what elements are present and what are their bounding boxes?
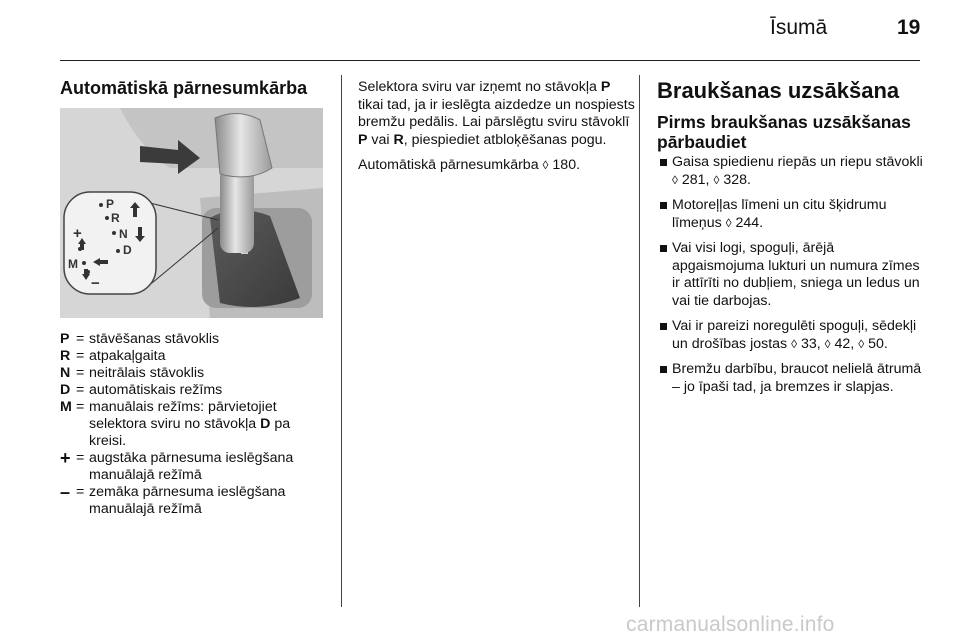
legend-text-bold: D (260, 416, 271, 432)
text-part: vai (367, 131, 394, 148)
inset-label-d: D (123, 243, 132, 257)
checklist-item (657, 240, 929, 310)
watermark: carmanualsonline.info (626, 613, 835, 636)
text-part: , piespiediet atbloķēšanas pogu. (403, 131, 607, 148)
bullet-square-icon (660, 366, 667, 373)
checklist-text: Vai ir pareizi noregulēti spoguļi, sēdekļi un drošības jostas (672, 318, 917, 352)
page-reference-icon: ◊ (858, 336, 865, 351)
legend-eq: = (76, 331, 85, 347)
legend-text: stāvēšanas stāvoklis (89, 331, 220, 347)
bold-p: P (358, 131, 368, 148)
cross-reference-paragraph (358, 157, 638, 175)
checklist-item (657, 197, 929, 232)
bullet-square-icon (660, 202, 667, 209)
text-part: tikai tad, ja ir ieslēgta aizdedze un nospiests bremžu pedālis. Lai pārslēgtu sviru stāvoklī (358, 96, 635, 130)
legend-text: neitrālais stāvoklis (89, 365, 205, 381)
legend-row-minus (60, 484, 330, 518)
page-number: 19 (897, 16, 921, 39)
checklist-text: 328. (719, 171, 751, 188)
inset-label-minus: − (91, 275, 100, 292)
checklist-item (657, 318, 929, 353)
legend-eq: = (76, 348, 85, 364)
checklist-text: 281, (677, 171, 714, 188)
bullet-square-icon (660, 159, 667, 166)
page-reference-icon: ◊ (713, 172, 720, 187)
checklist-text: 244. (731, 214, 764, 231)
checklist-item (657, 361, 929, 396)
legend-row-m (60, 399, 330, 450)
checklist-text: 50. (864, 335, 888, 352)
legend-row-plus (60, 450, 330, 484)
bold-r: R (393, 131, 404, 148)
section-heading: Braukšanas uzsākšana (657, 78, 900, 103)
subheading: Pirms braukšanas uzsākšanas pārbaudiet (657, 112, 911, 152)
legend-symbol: P (60, 331, 70, 347)
legend-symbol: D (60, 382, 71, 398)
column-separator-right (639, 75, 640, 607)
gear-legend (60, 331, 330, 518)
legend-text: automātiskais režīms (89, 382, 223, 398)
checklist-text: Motoreļļas līmeni un citu šķidrumu līmeņus (672, 197, 887, 231)
legend-symbol: N (60, 365, 71, 381)
legend-symbol-minus: – (60, 482, 71, 502)
gear-selector-figure (60, 108, 323, 318)
page-reference-icon: ◊ (791, 336, 798, 351)
inset-label-plus: + (73, 225, 82, 242)
gear-selector-illustration (60, 108, 323, 318)
bold-p: P (600, 79, 611, 95)
section-title: Automātiskā pārnesumkārba (60, 78, 308, 98)
legend-row-r (60, 348, 330, 365)
legend-text-part: manuālais režīms: pārvietojiet selektora sviru no stāvokļa (89, 399, 277, 432)
bullet-square-icon (660, 323, 667, 330)
page-reference-icon: ◊ (542, 158, 549, 172)
inset-label-n: N (119, 227, 128, 241)
legend-row-p (60, 331, 330, 348)
checklist-text: 42, (830, 335, 859, 352)
selector-paragraph (358, 79, 638, 149)
page-reference-icon: ◊ (672, 172, 678, 187)
bullet-square-icon (660, 245, 667, 252)
legend-text: zemāka pārnesuma ieslēgšana manuālajā režīmā (89, 484, 286, 517)
checklist (657, 154, 929, 396)
legend-eq: = (76, 450, 85, 466)
text-part: Selektora sviru var izņemt no stāvokļa (358, 79, 601, 95)
checklist-text: 33, (797, 335, 825, 352)
legend-eq: = (76, 399, 85, 415)
legend-text (89, 399, 330, 450)
legend-eq: = (76, 484, 85, 500)
legend-symbol: R (60, 348, 71, 364)
legend-row-n (60, 365, 330, 382)
text-part: Automātiskā pārnesumkārba (358, 157, 543, 173)
middle-column (358, 79, 638, 183)
inset-label-r: R (111, 211, 120, 225)
legend-row-d (60, 382, 330, 399)
right-column (657, 78, 929, 404)
inset-label-m: M (68, 257, 78, 271)
inset-label-p: P (106, 197, 115, 211)
legend-text: augstāka pārnesuma ieslēgšana manuālajā režīmā (89, 450, 294, 483)
checklist-item (657, 154, 929, 189)
column-separator-left (341, 75, 342, 607)
checklist-text: Bremžu darbību, braucot nelielā ātrumā – jo īpaši tad, ja bremzes ir slapjas. (672, 361, 922, 395)
legend-eq: = (76, 382, 85, 398)
checklist-text: Gaisa spiedienu riepās un riepu stāvokli (672, 154, 923, 170)
page-header-title: Īsumā (770, 16, 828, 39)
page-reference-icon: ◊ (725, 215, 732, 230)
header-rule (60, 60, 920, 61)
page-reference[interactable]: 180. (548, 157, 581, 173)
checklist-text: Vai visi logi, spoguļi, ārējā apgaismojuma lukturi un numura zīmes ir attīrīti no dubļiem, sniega un ledus un vai tie darbojas. (672, 240, 920, 309)
legend-symbol: M (60, 399, 72, 415)
page-reference-icon: ◊ (824, 336, 831, 351)
legend-eq: = (76, 365, 85, 381)
legend-text: atpakaļgaita (89, 348, 166, 364)
legend-text-part: pa kreisi. (89, 416, 291, 449)
legend-symbol-plus: + (60, 448, 71, 468)
